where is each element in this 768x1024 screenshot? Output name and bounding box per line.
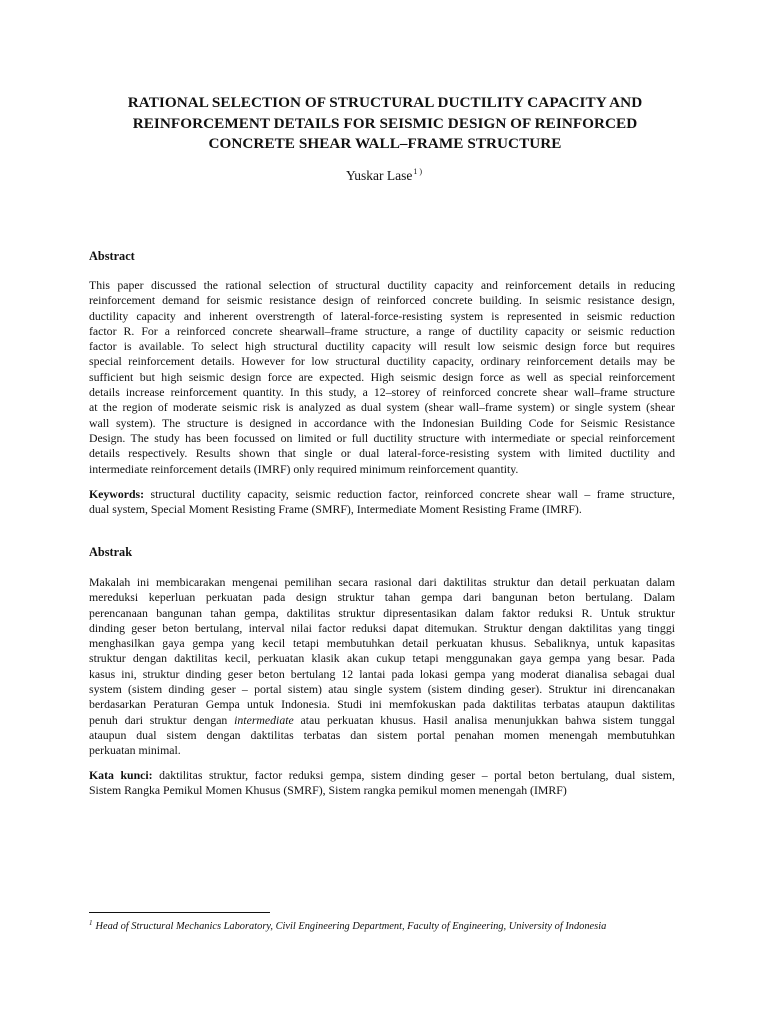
text-line: perencanaan bangunan tahan gempa, daktilitas struktur dipresentasikan dalam faktor reduksi R. Untuk struktur xyxy=(89,605,675,620)
text-line: struktur dengan daktilitas kecil, perkuatan klasik akan cukup tetapi menggunakan gaya gempa yang besar. Pada xyxy=(89,651,675,666)
text-line: details increase reinforcement quantity. In this study, a 12–storey of reinforced concrete shear wall–frame structure xyxy=(89,385,675,400)
text-line: berdasarkan Peraturan Gempa untuk Indonesia. Studi ini memfokuskan pada daktilitas terbatas ataupun daktilitas xyxy=(89,697,675,712)
keywords-line xyxy=(89,768,675,783)
text-segment: penuh dari struktur dengan xyxy=(89,712,235,727)
text-line: mereduksi keperluan perkuatan pada design struktur tahan gempa dari bangunan beton bertulang. Dalam xyxy=(89,590,675,605)
keywords-text: daktilitas struktur, factor reduksi gempa, sistem dinding geser – portal beton bertulang, dual sistem, xyxy=(159,768,676,782)
author-name: Yuskar Lase xyxy=(345,168,413,183)
abstract-body xyxy=(89,278,675,477)
abstrak-keywords xyxy=(89,768,675,799)
text-line: factor is available. To select high structural ductility capacity will result low seismic design force but requires xyxy=(89,339,675,354)
text-line: factor R. For a reinforced concrete shearwall–frame structure, a range of ductility capacity or seismic reduction xyxy=(89,323,675,338)
text-line: system (sistem dinding geser – portal sistem) atau single system (sistem dinding geser). Struktur ini direncanakan xyxy=(89,682,675,697)
text-line: kasus ini, struktur dinding geser beton bertulang 12 lantai pada lokasi gempa yang moderat dianalisa sebagai dual xyxy=(89,666,675,681)
text-segment: atau perkuatan khusus. Hasil analisa menunjukkan bahwa sistem tunggal xyxy=(293,712,675,727)
title-line: REINFORCEMENT DETAILS FOR SEISMIC DESIGN OF REINFORCED xyxy=(132,114,638,132)
footnote-mark: 1 xyxy=(89,919,93,927)
abstrak-body xyxy=(89,575,675,759)
author-line xyxy=(0,164,768,184)
keywords-line: dual system, Special Moment Resisting Frame (SMRF), Intermediate Moment Resisting Frame (IMRF). xyxy=(89,502,582,517)
paper-title xyxy=(90,93,680,155)
abstract-heading: Abstract xyxy=(89,249,135,263)
text-line xyxy=(89,713,675,728)
text-line: menghasilkan gaya gempa yang kecil tetapi membutuhkan detail perkuatan khusus. Sebaliknya, untuk kapasitas xyxy=(89,636,675,651)
text-line: This paper discussed the rational selection of structural ductility capacity and reinforcement details in reducing xyxy=(89,278,675,292)
footnote-divider xyxy=(89,912,270,913)
text-line: Design. The study has been focussed on limited or full ductility structure with intermediate or special reinforcement xyxy=(89,430,675,445)
text-line: ataupun dual sistem dengan daktilitas terbatas dan sistem portal penahan momen menengah membutuhkan xyxy=(89,727,675,742)
keywords-label: Kata kunci: xyxy=(89,768,153,782)
title-line: CONCRETE SHEAR WALL–FRAME STRUCTURE xyxy=(208,135,562,152)
text-line: special reinforcement details. However for low structural ductility capacity, ordinary reinforcement details may be xyxy=(89,354,675,369)
italic-term: intermediate xyxy=(234,712,294,727)
footnote-text: Head of Structural Mechanics Laboratory, Civil Engineering Department, Faculty of Engineering, University of Indonesia xyxy=(95,921,607,932)
author-footnote-mark: 1 ) xyxy=(413,167,423,176)
abstract-keywords xyxy=(89,487,675,518)
text-line: Makalah ini membicarakan mengenai pemilihan secara rasional dari daktilitas struktur dan detail perkuatan dalam xyxy=(89,575,675,589)
keywords-label: Keywords: xyxy=(89,487,145,501)
abstrak-heading: Abstrak xyxy=(89,545,133,559)
keywords-line xyxy=(89,487,675,502)
text-line: wall system). The structure is designed in accordance with the Indonesian Building Code for Seismic Resistance xyxy=(89,415,675,430)
text-line: intermediate reinforcement details (IMRF) only required minimum reinforcement quantity. xyxy=(89,461,519,476)
text-line: perkuatan minimal. xyxy=(89,743,181,758)
footnote xyxy=(89,917,606,933)
text-line: details respectively. Results shown that single or dual lateral-force-resisting system with limited ductility and xyxy=(89,446,675,461)
text-line: ductility capacity and inherent overstrength of lateral-force-resisting system is represented in seismic reduction xyxy=(89,308,675,323)
text-line: dinding geser beton bertulang, interval nilai factor reduksi dapat ditemukan. Struktur dengan daktilitas yang tinggi xyxy=(89,620,675,635)
text-line: reinforcement demand for seismic resistance design of reinforced concrete building. In seismic resistance design, xyxy=(89,293,675,308)
text-line: at the region of moderate seismic risk is analyzed as dual system (shear wall–frame system) or single system (shear xyxy=(89,400,675,415)
title-line: RATIONAL SELECTION OF STRUCTURAL DUCTILITY CAPACITY AND xyxy=(127,94,643,111)
keywords-text: structural ductility capacity, seismic reduction factor, reinforced concrete shear wall – frame structure, xyxy=(150,487,675,501)
keywords-line: Sistem Rangka Pemikul Momen Khusus (SMRF), Sistem rangka pemikul momen menengah (IMRF) xyxy=(89,783,567,798)
text-line: sufficient but high seismic design force are expected. High seismic design force as well as special reinforcement xyxy=(89,369,675,384)
